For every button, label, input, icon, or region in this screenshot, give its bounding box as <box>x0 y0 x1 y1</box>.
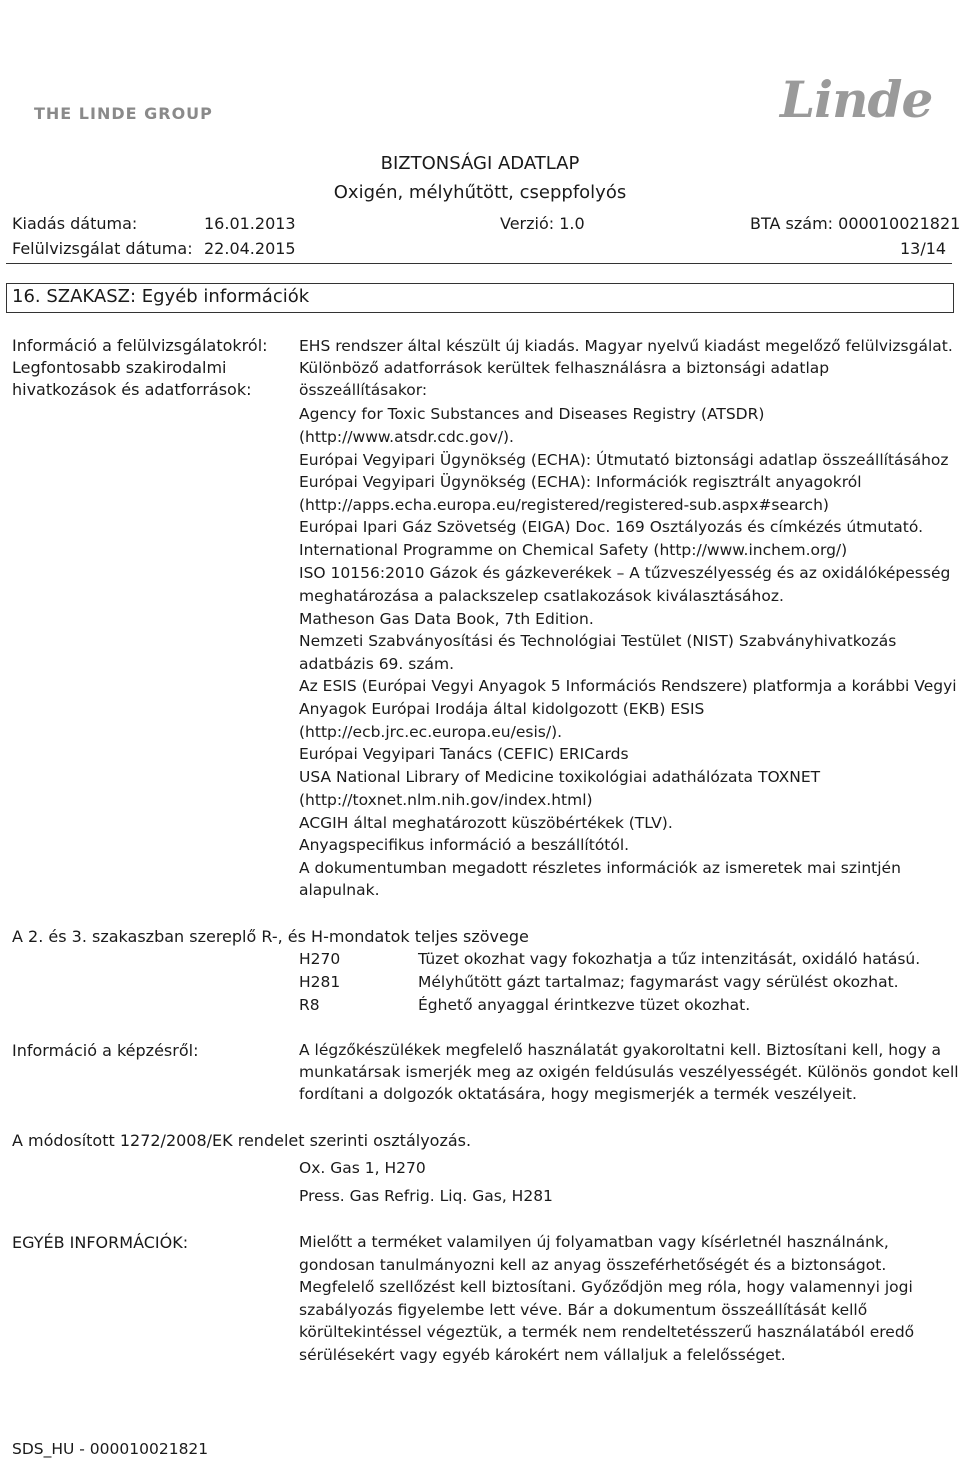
revision-label-2: Legfontosabb szakirodalmi <box>12 358 227 377</box>
revision-line: Európai Ipari Gáz Szövetség (EIGA) Doc. 169 Osztályozás és címkézés útmutató. <box>299 518 924 536</box>
revision-line: alapulnak. <box>299 881 380 899</box>
other-info-line: sérülésekért vagy egyéb károkért nem vállaljuk a felelősséget. <box>299 1346 786 1364</box>
other-info-line: Mielőtt a terméket valamilyen új folyamatban vagy kísérletnél használnánk, <box>299 1233 889 1251</box>
revision-line: EHS rendszer által készült új kiadás. Magyar nyelvű kiadást megelőző felülvizsgálat. <box>299 337 953 355</box>
hstatement-text: Mélyhűtött gázt tartalmaz; fagymarást vagy sérülést okozhat. <box>418 973 899 991</box>
page-number: 13/14 <box>900 239 947 258</box>
issue-date-label: Kiadás dátuma: <box>12 214 138 233</box>
document-title: BIZTONSÁGI ADATLAP <box>380 153 580 174</box>
revision-label-3: hivatkozások és adatforrások: <box>12 380 252 399</box>
revision-line: Európai Vegyipari Ügynökség (ECHA): Információk regisztrált anyagokról <box>299 473 862 491</box>
classification-heading: A módosított 1272/2008/EK rendelet szerinti osztályozás. <box>12 1131 472 1150</box>
other-info-line: szabályozás figyelembe lett véve. Bár a dokumentum összeállítását kellő <box>299 1301 868 1319</box>
other-info-line: körültekintéssel végeztük, a termék nem rendeltetésszerű használatából eredő <box>299 1323 915 1341</box>
classification-item: Press. Gas Refrig. Liq. Gas, H281 <box>299 1187 553 1205</box>
review-date-label: Felülvizsgálat dátuma: <box>12 239 193 258</box>
classification-item: Ox. Gas 1, H270 <box>299 1159 426 1177</box>
training-label: Információ a képzésről: <box>12 1041 199 1060</box>
header-divider <box>6 263 952 264</box>
revision-line: USA National Library of Medicine toxikológiai adathálózata TOXNET <box>299 768 821 786</box>
training-line: A légzőkészülékek megfelelő használatát gyakoroltatni kell. Biztosítani kell, hogy a <box>299 1041 941 1059</box>
revision-line: összeállításakor: <box>299 381 428 399</box>
revision-line: ISO 10156:2010 Gázok és gázkeverékek – A tűzveszélyesség és az oxidálóképesség <box>299 564 951 582</box>
training-line: fordítani a dolgozók oktatására, hogy megismerjék a termék veszélyeit. <box>299 1085 857 1103</box>
hstatement-code: R8 <box>299 996 320 1014</box>
hstatement-code: H281 <box>299 973 341 991</box>
issue-date: 16.01.2013 <box>204 214 296 233</box>
revision-label-1: Információ a felülvizsgálatokról: <box>12 336 268 355</box>
review-date: 22.04.2015 <box>204 239 296 258</box>
version: Verzió: 1.0 <box>500 214 585 233</box>
hstatement-text: Tüzet okozhat vagy fokozhatja a tűz intenzitását, oxidáló hatású. <box>418 950 921 968</box>
other-info-line: gondosan tanulmányozni kell az anyag összeférhetőségét és a biztonságot. <box>299 1256 887 1274</box>
training-line: munkatársak ismerjék meg az oxigén feldúsulás veszélyességét. Különös gondot kell <box>299 1063 959 1081</box>
revision-line: Európai Vegyipari Ügynökség (ECHA): Útmutató biztonsági adatlap összeállításához <box>299 451 949 469</box>
revision-line: adatbázis 69. szám. <box>299 655 455 673</box>
revision-line: (http://ecb.jrc.ec.europa.eu/esis/). <box>299 723 563 741</box>
section-title: 16. SZAKASZ: Egyéb információk <box>12 286 310 307</box>
revision-line: (http://apps.echa.europa.eu/registered/registered-sub.aspx#search) <box>299 496 829 514</box>
other-info-label: EGYÉB INFORMÁCIÓK: <box>12 1233 189 1252</box>
revision-line: A dokumentumban megadott részletes információk az ismeretek mai szintjén <box>299 859 901 877</box>
revision-line: Anyagok Európai Irodája által kidolgozott (EKB) ESIS <box>299 700 705 718</box>
linde-group-logo: THE LINDE GROUP <box>34 104 213 123</box>
revision-line: (http://www.atsdr.cdc.gov/). <box>299 428 514 446</box>
revision-line: Agency for Toxic Substances and Diseases Registry (ATSDR) <box>299 405 765 423</box>
hstatement-code: H270 <box>299 950 341 968</box>
hstatements-heading: A 2. és 3. szakaszban szereplő R-, és H-mondatok teljes szövege <box>12 927 529 946</box>
linde-logo: Linde <box>780 70 933 129</box>
revision-line: Európai Vegyipari Tanács (CEFIC) ERICards <box>299 745 629 763</box>
bta-number: BTA szám: 000010021821 <box>750 214 960 233</box>
revision-line: Nemzeti Szabványosítási és Technológiai Testület (NIST) Szabványhivatkozás <box>299 632 897 650</box>
hstatement-text: Éghető anyaggal érintkezve tüzet okozhat. <box>418 996 751 1014</box>
footer-code: SDS_HU - 000010021821 <box>12 1440 209 1458</box>
revision-line: (http://toxnet.nlm.nih.gov/index.html) <box>299 791 593 809</box>
revision-line: Matheson Gas Data Book, 7th Edition. <box>299 610 594 628</box>
revision-line: Különböző adatforrások kerültek felhasználásra a biztonsági adatlap <box>299 359 830 377</box>
revision-line: ACGIH által meghatározott küszöbértékek (TLV). <box>299 814 673 832</box>
other-info-line: Megfelelő szellőzést kell biztosítani. Győződjön meg róla, hogy valamennyi jogi <box>299 1278 913 1296</box>
revision-line: Az ESIS (Európai Vegyi Anyagok 5 Információs Rendszere) platformja a korábbi Vegyi <box>299 677 957 695</box>
revision-line: Anyagspecifikus információ a beszállítótól. <box>299 836 630 854</box>
revision-line: International Programme on Chemical Safety (http://www.inchem.org/) <box>299 541 848 559</box>
revision-line: meghatározása a palackszelep csatlakozások kiválasztásához. <box>299 587 784 605</box>
product-name: Oxigén, mélyhűtött, cseppfolyós <box>333 182 627 203</box>
